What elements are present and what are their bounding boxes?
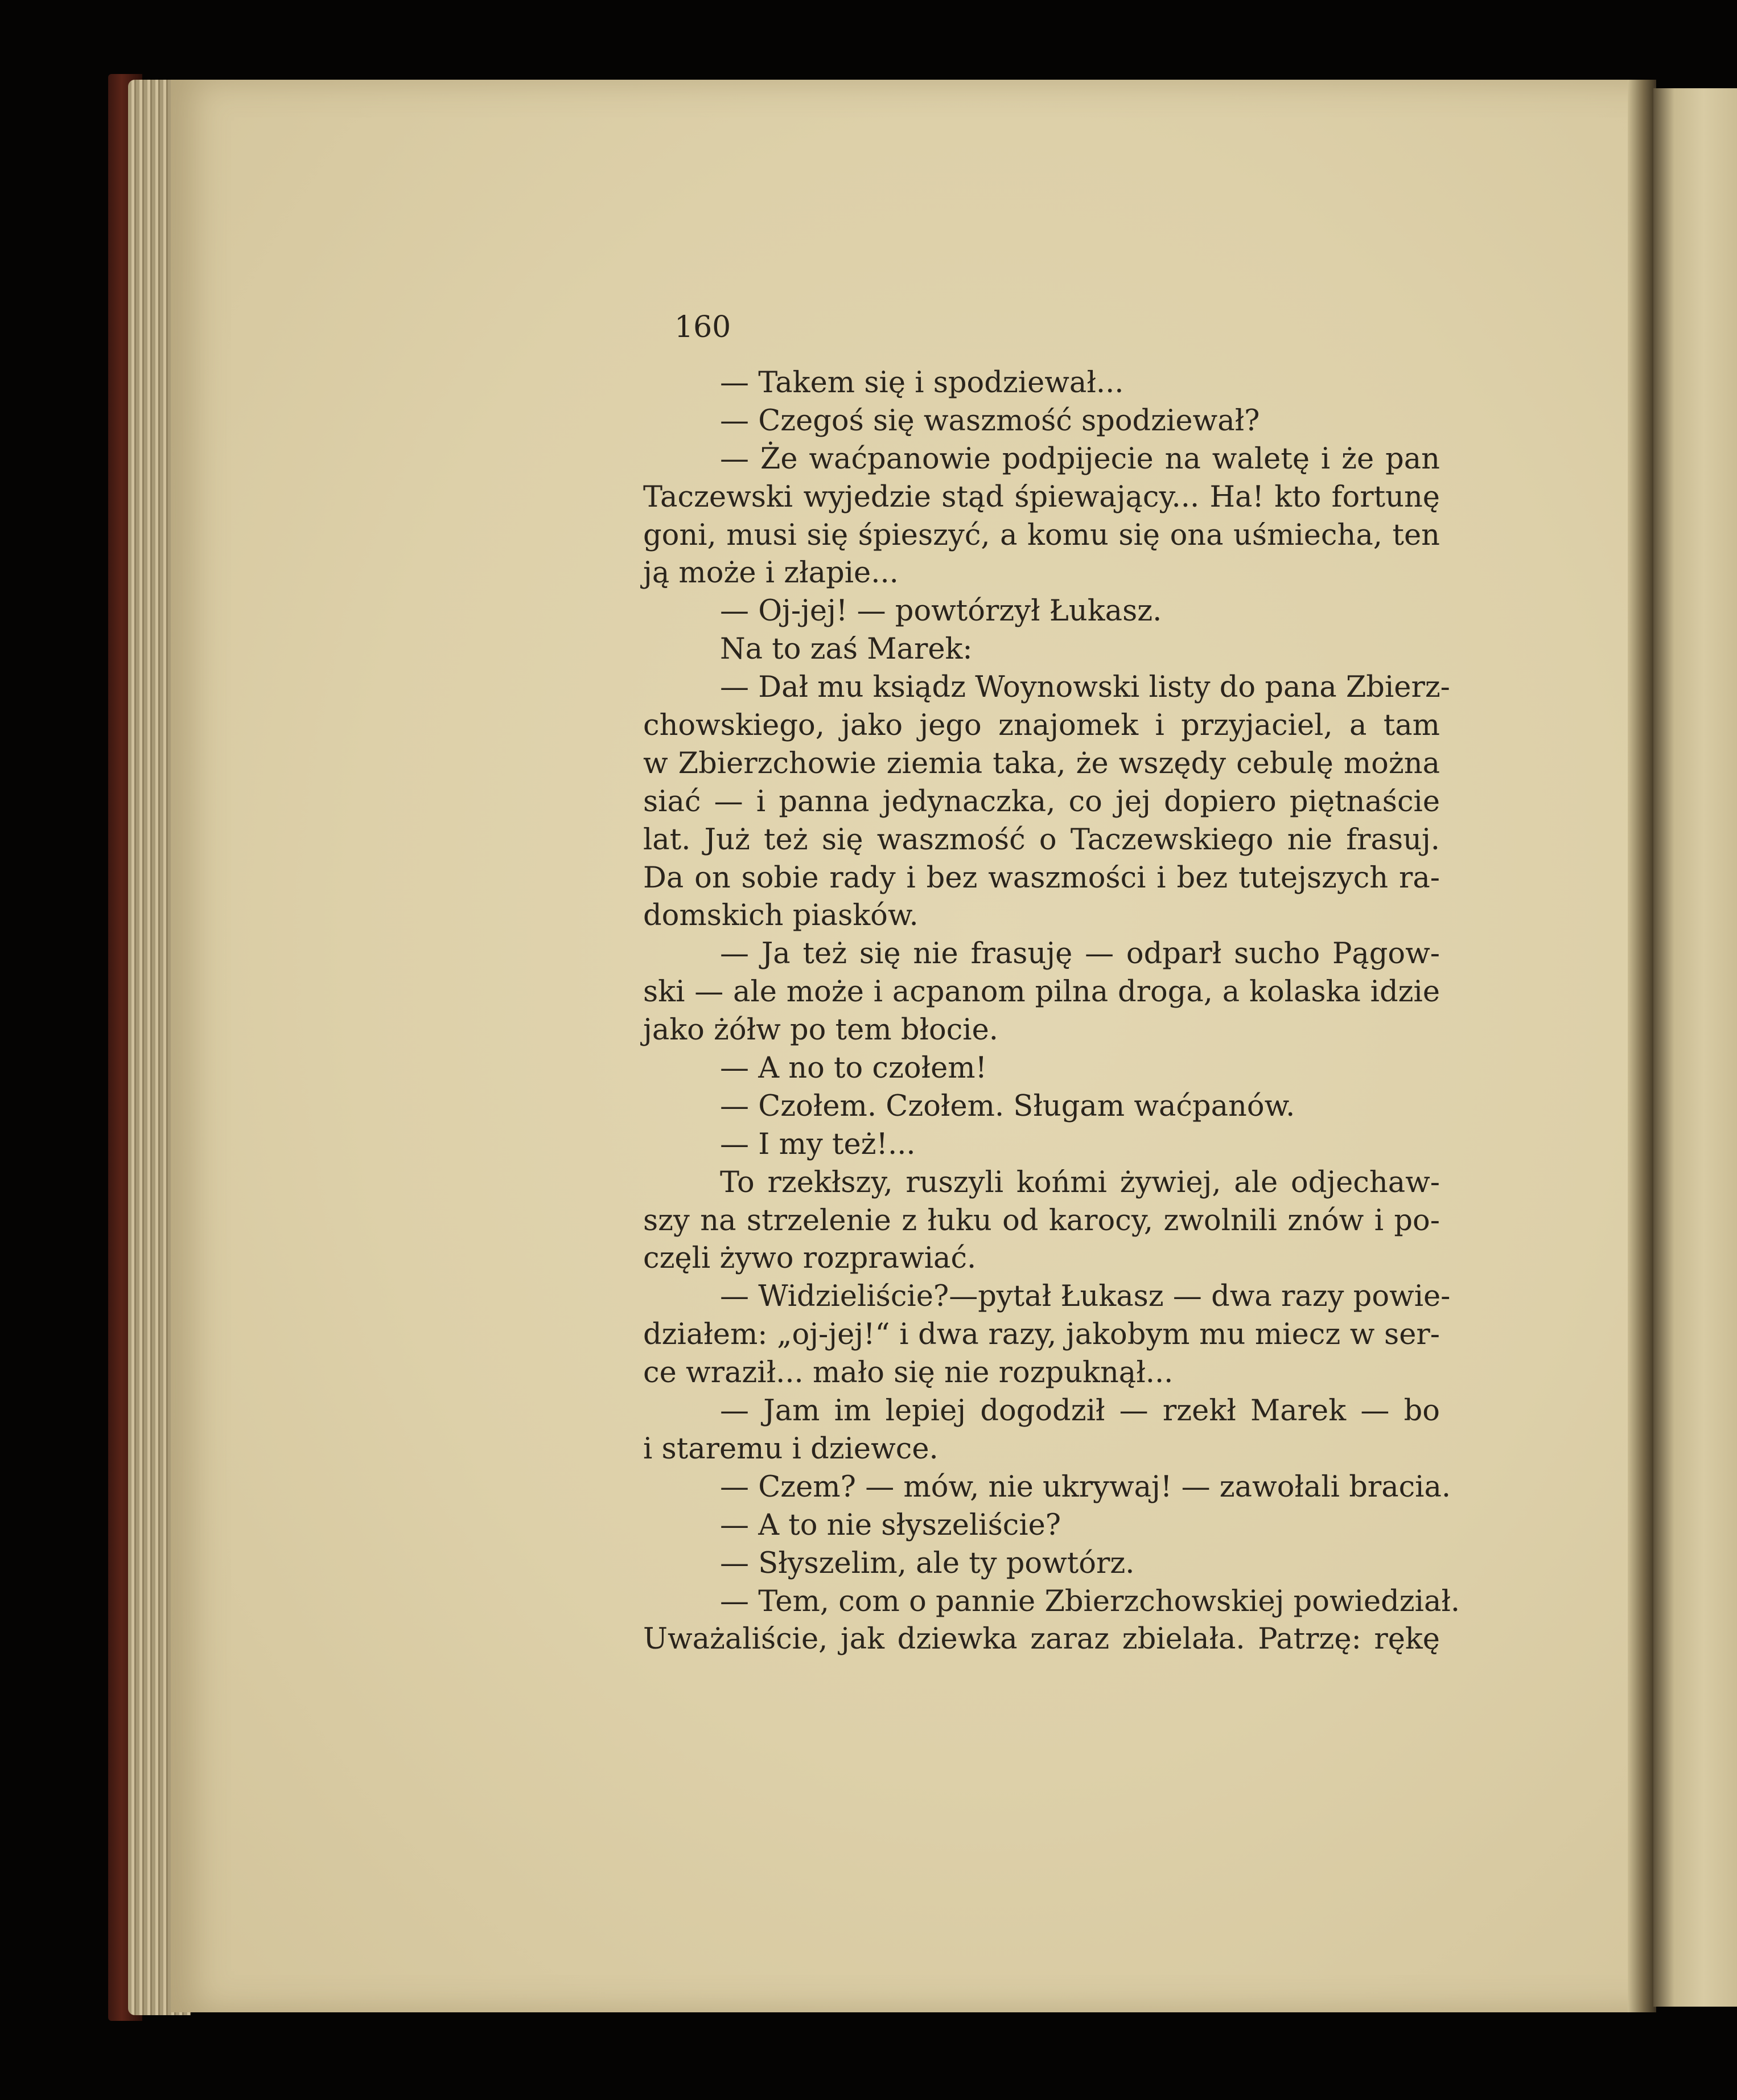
text-line: — Czołem. Czołem. Sługam waćpanów. — [720, 1089, 1295, 1123]
text-line: goni, musi się śpieszyć, a komu się ona uśmiecha, ten — [643, 518, 1440, 552]
text-line: domskich piasków. — [643, 899, 919, 933]
text-line: ski — ale może i acpanom pilna droga, a kolaska idzie — [643, 975, 1440, 1009]
text-line: jako żółw po tem błocie. — [643, 1013, 998, 1047]
text-line: — A no to czołem! — [720, 1051, 987, 1086]
text-line: — Widzieliście?—pytał Łukasz — dwa razy powie- — [720, 1280, 1451, 1314]
facing-page-edge — [1653, 88, 1737, 2007]
text-line: — Takem się i spodziewał... — [720, 366, 1124, 400]
text-line: działem: „oj-jej!“ i dwa razy, jakobym mu miecz w ser- — [643, 1318, 1440, 1352]
text-line: lat. Już też się waszmość o Taczewskiego nie frasuj. — [643, 823, 1440, 857]
text-line: i staremu i dziewce. — [643, 1432, 939, 1466]
text-line: szy na strzelenie z łuku od karocy, zwolnili znów i po- — [643, 1203, 1440, 1238]
text-line: częli żywo rozprawiać. — [643, 1242, 977, 1276]
text-line: ce wraził... mało się nie rozpuknął... — [643, 1356, 1174, 1390]
text-line: Na to zaś Marek: — [720, 632, 973, 667]
book-gutter — [1628, 80, 1656, 2012]
text-line: ją może i złapie... — [643, 556, 899, 590]
text-line: — Że waćpanowie podpijecie na waletę i że pan — [720, 442, 1440, 476]
text-line: chowskiego, jako jego znajomek i przyjaciel, a tam — [643, 709, 1440, 743]
text-line: — Słyszelim, ale ty powtórz. — [720, 1546, 1135, 1580]
text-line: — Czegoś się waszmość spodziewał? — [720, 404, 1260, 438]
text-line: — Czem? — mów, nie ukrywaj! — zawołali bracia. — [720, 1470, 1451, 1504]
text-line: — Tem, com o pannie Zbierzchowskiej powiedział. — [720, 1584, 1460, 1618]
text-line: — Oj-jej! — powtórzył Łukasz. — [720, 594, 1162, 628]
text-line: — Jam im lepiej dogodził — rzekł Marek — bo — [720, 1394, 1440, 1428]
text-line: w Zbierzchowie ziemia taka, że wszędy cebulę można — [643, 746, 1440, 780]
page-text — [643, 364, 1460, 1659]
text-line: Da on sobie rady i bez waszmości i bez tutejszych ra- — [643, 861, 1440, 895]
text-line: — Dał mu ksiądz Woynowski listy do pana Zbierz- — [720, 671, 1450, 705]
text-line: — A to nie słyszeliście? — [720, 1508, 1061, 1542]
text-line: Uważaliście, jak dziewka zaraz zbielała. Patrzę: rękę — [643, 1622, 1440, 1657]
text-line: To rzekłszy, ruszyli końmi żywiej, ale odjechaw- — [720, 1165, 1440, 1199]
page-number: 160 — [674, 310, 731, 344]
text-line: siać — i panna jedynaczka, co jej dopiero piętnaście — [643, 784, 1440, 819]
text-line: — I my też!... — [720, 1127, 916, 1161]
text-line: — Ja też się nie frasuję — odparł sucho Pągow- — [720, 937, 1440, 971]
text-line: Taczewski wyjedzie stąd śpiewający... Ha! kto fortunę — [643, 480, 1440, 514]
